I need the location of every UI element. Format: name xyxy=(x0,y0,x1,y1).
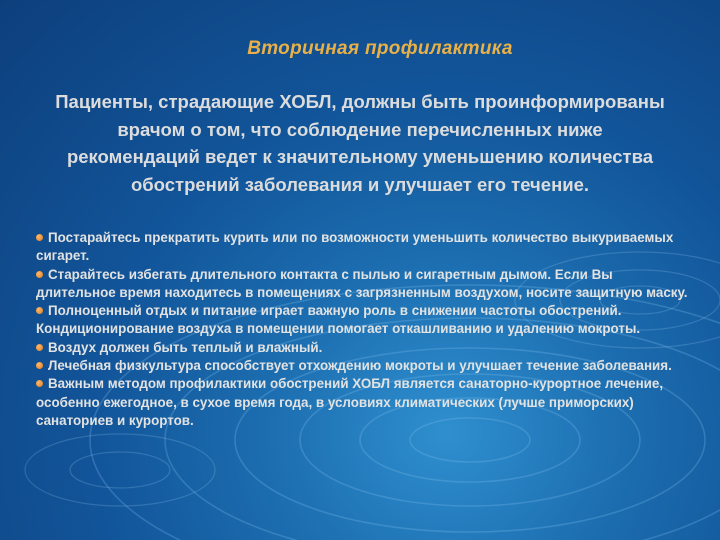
bullet-icon xyxy=(36,344,43,351)
recommendations-list xyxy=(36,229,696,430)
bullet-icon xyxy=(36,307,43,314)
bullet-icon xyxy=(36,362,43,369)
slide-title: Вторичная профилактика xyxy=(247,38,513,59)
list-item-text: Кондиционирование воздуха в помещении помогает откашливанию и удалению мокроты. xyxy=(36,321,641,337)
list-item xyxy=(36,357,696,375)
list-item xyxy=(36,375,696,430)
intro-paragraph: Пациенты, страдающие ХОБЛ, должны быть проинформированы врачом о том, что соблюдение перечисленных ниже рекомендаций ведет к значительному уменьшению количества обострений заболевания и улучшает его течение. xyxy=(55,91,665,195)
list-item-text: Полноценный отдых и питание играет важную роль в снижении частоты обострений. xyxy=(48,303,622,319)
bullet-icon xyxy=(36,234,43,241)
list-item xyxy=(36,302,696,320)
list-item xyxy=(36,320,696,338)
list-item-text: Воздух должен быть теплый и влажный. xyxy=(48,339,323,355)
bullet-icon xyxy=(36,380,43,387)
list-item xyxy=(36,339,696,357)
list-item-text: Важным методом профилактики обострений ХОБЛ является санаторно-курортное лечение, особенно ежегодное, в сухое время года, в условиях климатических (лучше приморских) санаториев и курортов. xyxy=(36,376,664,428)
list-item xyxy=(36,229,696,266)
bullet-icon xyxy=(36,271,43,278)
list-item xyxy=(36,266,696,303)
list-item-text: Лечебная физкультура способствует отхождению мокроты и улучшает течение заболевания. xyxy=(48,358,672,374)
list-item-text: Постарайтесь прекратить курить или по возможности уменьшить количество выкуриваемых сигарет. xyxy=(36,230,674,264)
list-item-text: Старайтесь избегать длительного контакта с пылью и сигаретным дымом. Если Вы длительное время находитесь в помещениях с загрязненным воздухом, носите защитную маску. xyxy=(36,266,688,300)
